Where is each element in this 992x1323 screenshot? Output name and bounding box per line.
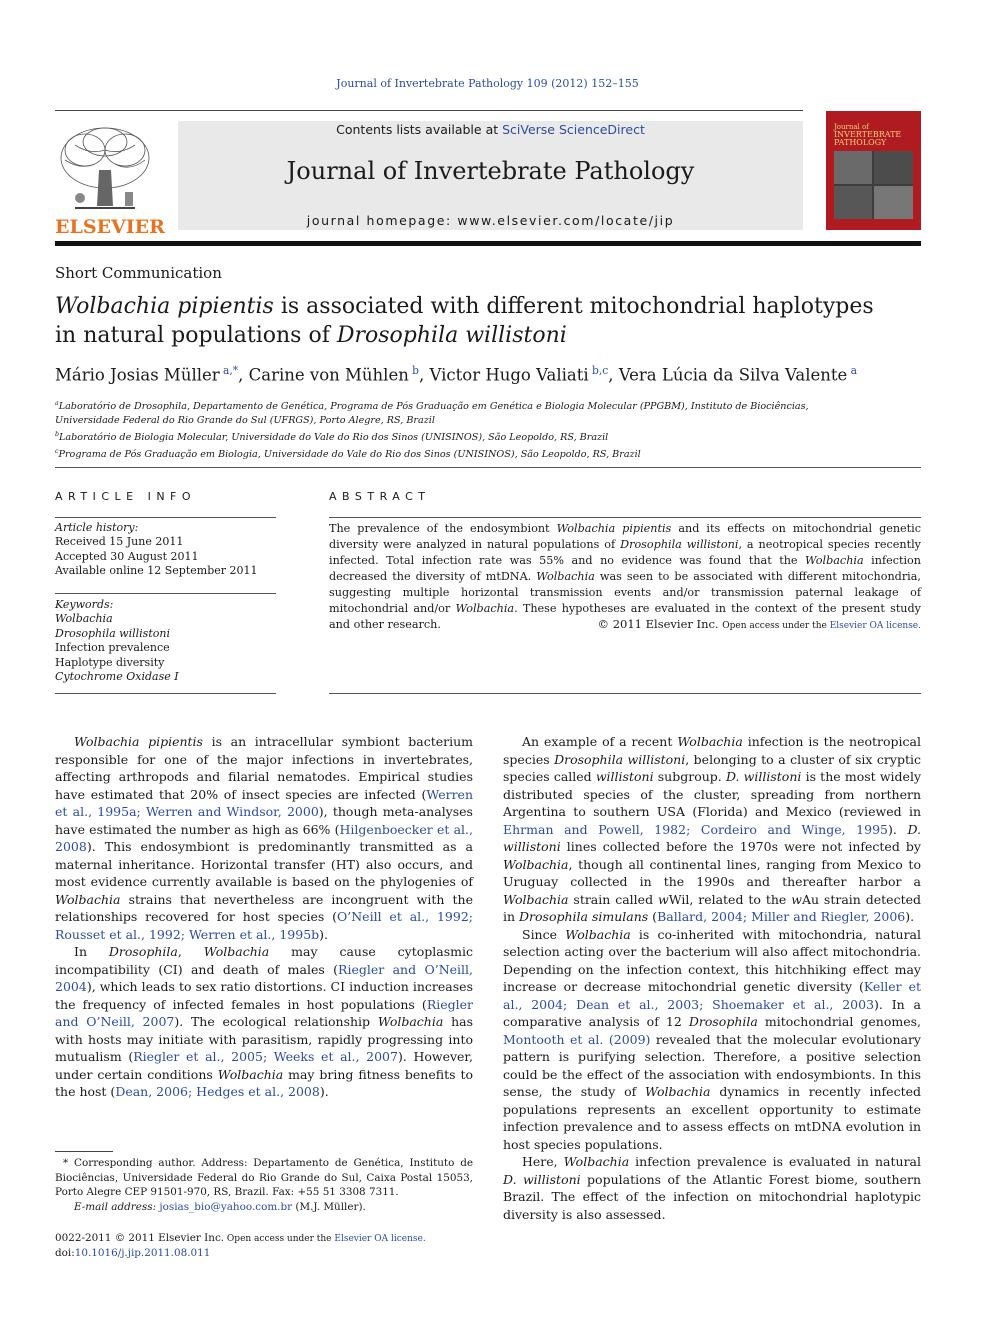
footnote-rule bbox=[55, 1151, 113, 1152]
page-footer: 0022-2011 © 2011 Elsevier Inc. Open access under the Elsevier OA license. doi:10.1016/j.jip.2011.08.011 bbox=[55, 1232, 426, 1259]
citation-link[interactable]: Ballard, 2004; Miller and Riegler, 2006 bbox=[657, 909, 906, 924]
author-affiliation-marker[interactable]: b,c bbox=[591, 364, 609, 377]
keywords bbox=[55, 598, 276, 684]
citation-link[interactable]: Montooth et al. (2009) bbox=[503, 1031, 651, 1047]
keyword: Cytochrome Oxidase I bbox=[55, 670, 179, 684]
top-rule bbox=[55, 110, 803, 111]
article-history bbox=[55, 521, 276, 579]
body-paragraph: Wolbachia pipientis is an intracellular symbiont bacterium responsible for one of the major infections in invertebrates, affecting arthropods and filarial nematodes. Empirical studies have estimated that 20% of insect species are infected (Werren et al., 1995a; Werren and Windsor, 2000), though meta-analyses have estimated the number as high as 66% (Hilgenboecker et al., 2008). This endosymbiont is predominantly transmitted as a maternal inheritance. Horizontal transfer (HT) also occurs, and most evidence currently available is based on the phylogenies of Wolbachia strains that nevertheless are incongruent with the relationships recovered for host species (O’Neill et al., 1992; Rousset et al., 1992; Werren et al., 1995b). bbox=[55, 734, 474, 942]
license-link[interactable]: Elsevier OA license. bbox=[829, 621, 921, 631]
abstract-heading: ABSTRACT bbox=[329, 490, 431, 503]
author-name: Victor Hugo Valiati bbox=[429, 365, 589, 385]
email-link[interactable]: josias_bio@yahoo.com.br bbox=[159, 1200, 293, 1213]
keyword: Haplotype diversity bbox=[55, 655, 165, 669]
tree-icon bbox=[55, 120, 155, 216]
author-name: Carine von Mühlen bbox=[248, 365, 409, 385]
citation-link[interactable]: O’Neill et al., 1992; Rousset et al., 1992; Werren et al., 1995b bbox=[55, 909, 474, 942]
history-item: Available online 12 September 2011 bbox=[55, 564, 258, 578]
affiliation: $^c$Programa de Pós Graduação em Biologia, Universidade do Vale do Rio dos Sinos (UNISINOS), São Leopoldo, RS, Brazil bbox=[55, 448, 641, 461]
divider bbox=[55, 467, 921, 468]
affiliation: $^a$Laboratório de Drosophila, Departamento de Genética, Programa de Pós Graduação em Genética e Biologia Molecular (PPGBM), Instituto de Biociências, bbox=[55, 400, 809, 413]
contents-line: Contents lists available at SciVerse ScienceDirect bbox=[336, 122, 645, 137]
citation-link[interactable]: Hilgenboecker et al., 2008 bbox=[55, 821, 473, 854]
citation-link[interactable]: Ehrman and Powell, 1982; Cordeiro and Winge, 1995 bbox=[503, 821, 888, 837]
body-column-right bbox=[503, 733, 921, 1223]
elsevier-logo[interactable] bbox=[55, 120, 165, 238]
divider bbox=[55, 693, 276, 694]
history-item: Received 15 June 2011 bbox=[55, 535, 184, 549]
affiliation: Universidade Federal do Rio Grande do Sul (UFRGS), Porto Alegre, RS, Brazil bbox=[55, 415, 435, 427]
author-affiliation-marker[interactable]: a bbox=[850, 364, 857, 377]
section-type: Short Communication bbox=[55, 264, 222, 282]
doi-link[interactable]: 10.1016/j.jip.2011.08.011 bbox=[74, 1247, 211, 1259]
keywords-label: Keywords: bbox=[55, 598, 114, 611]
journal-cover-image[interactable] bbox=[826, 111, 921, 230]
body-paragraph: Since Wolbachia is co-inherited with mitochondria, natural selection acting over the bacterium will also affect mitochondria. Depending on the infection context, this hitchhiking effect may increase or decrease mitochondrial genetic diversity (Keller et al., 2004; Dean et al., 2003; Shoemaker et al., 2003). In a comparative analysis of 12 Drosophila mitochondrial genomes, Montooth et al. (2009) revealed that the molecular evolutionary pattern is purifying selection. Therefore, a positive selection could be the effect of the association with endosymbionts. In this sense, the study of Wolbachia dynamics in recently infected populations represents an excellent opportunity to estimate infection prevalence and to assess effects on mtDNA evolution in host species populations. bbox=[503, 926, 921, 1152]
article-title: Wolbachia pipientis is associated with different mitochondrial haplotypes in natural populations of Drosophila willistoni bbox=[55, 294, 874, 348]
divider bbox=[329, 517, 921, 518]
body-paragraph: In Drosophila, Wolbachia may cause cytoplasmic incompatibility (CI) and death of males (Riegler and O’Neill, 2004), which leads to sex ratio distortions. CI induction increases the frequency of infected females in host populations (Riegler and O’Neill, 2007). The ecological relationship Wolbachia has with hosts may initiate with parasitism, rapidly progressing into mutualism (Riegler et al., 2005; Weeks et al., 2007). However, under certain conditions Wolbachia may bring fitness benefits to the host (Dean, 2006; Hedges et al., 2008). bbox=[55, 944, 473, 1099]
citation-link[interactable]: Riegler et al., 2005; Weeks et al., 2007 bbox=[133, 1049, 398, 1064]
affiliation: $^b$Laboratório de Biologia Molecular, Universidade do Vale do Rio dos Sinos (UNISINOS), São Leopoldo, RS, Brazil bbox=[55, 431, 609, 444]
citation-link[interactable]: Riegler and O’Neill, 2007 bbox=[55, 996, 473, 1029]
corresponding-author-footnote: * Corresponding author. Address: Departamento de Genética, Instituto de Biociências, Universidade Federal do Rio Grande do Sul, Caixa Postal 15053, Porto Alegre CEP 91501-970, RS, Brazil. Fax: +55 51 3308 7311. E-mail address: josias_bio@yahoo.com.br (M.J. Müller). bbox=[55, 1157, 473, 1213]
article-info-heading: ARTICLE INFO bbox=[55, 490, 197, 503]
citation-link[interactable]: Keller et al., 2004; Dean et al., 2003; Shoemaker et al., 2003 bbox=[503, 979, 921, 1012]
abstract-text: The prevalence of the endosymbiont Wolbachia pipientis and its effects on mitochondrial genetic diversity were analyzed in natural populations of Drosophila willistoni, a neotropical species recently infected. Total infection rate was 55% and no evidence was found that the Wolbachia infection decreased the diversity of mtDNA. Wolbachia was seen to be associated with different mitochondria, suggesting multiple horizontal transmission events and/or transmission paternal leakage of mitochondrial and/or Wolbachia. These hypotheses are evaluated in the context of the present study and other research. bbox=[329, 522, 922, 631]
journal-title: Journal of Invertebrate Pathology bbox=[286, 157, 695, 185]
citation-link[interactable]: Riegler and O’Neill, 2004 bbox=[55, 961, 473, 994]
author-name: Vera Lúcia da Silva Valente bbox=[618, 365, 848, 385]
citation-link[interactable]: Werren et al., 1995a; Werren and Windsor, 2000 bbox=[55, 786, 473, 819]
cover-text: PATHOLOGY bbox=[834, 138, 887, 147]
body-paragraph: An example of a recent Wolbachia infection is the neotropical species Drosophila willistoni, belonging to a cluster of six cryptic species called willistoni subgroup. D. willistoni is the most widely distributed species of the cluster, spreading from northern Argentina to southern USA (Florida) and Mexico (reviewed in Ehrman and Powell, 1982; Cordeiro and Winge, 1995). D. willistoni lines collected before the 1970s were not infected by Wolbachia, though all continental lines, ranging from Mexico to Uruguay collected in the 1990s and thereafter harbor a Wolbachia strain called wWil, related to the wAu strain detected in Drosophila simulans (Ballard, 2004; Miller and Riegler, 2006). bbox=[503, 734, 922, 924]
affiliations bbox=[55, 397, 921, 463]
divider bbox=[329, 693, 921, 694]
body-paragraph: Here, Wolbachia infection prevalence is evaluated in natural D. willistoni populations of the Atlantic Forest biome, southern Brazil. The effect of the infection on mitochondrial haplotypic diversity is also assessed. bbox=[503, 1154, 921, 1222]
journal-homepage[interactable]: journal homepage: www.elsevier.com/locate/jip bbox=[306, 213, 675, 228]
author-list: Mário Josias Müller $^{a,*}$, Carine von Mühlen $^b$, Victor Hugo Valiati $^{b,c}$, Vera Lúcia da Silva Valente $^a$ bbox=[55, 364, 857, 385]
cover-micrograph bbox=[834, 151, 913, 219]
keyword: Wolbachia bbox=[55, 612, 113, 626]
divider bbox=[55, 517, 276, 518]
cover-text: INVERTEBRATE bbox=[834, 130, 902, 139]
body-column-left bbox=[55, 733, 473, 1101]
publisher-logo-text: ELSEVIER bbox=[55, 216, 165, 238]
citation-link[interactable]: Dean, 2006; Hedges et al., 2008 bbox=[115, 1084, 320, 1099]
divider bbox=[55, 593, 276, 594]
history-label: Article history: bbox=[55, 521, 139, 534]
abstract-copyright: © 2011 Elsevier Inc. Open access under the Elsevier OA license. bbox=[597, 617, 921, 631]
keyword: Drosophila willistoni bbox=[55, 626, 170, 640]
citation-line[interactable]: Journal of Invertebrate Pathology 109 (2012) 152–155 bbox=[336, 77, 639, 90]
cover-text: Journal of bbox=[834, 123, 869, 131]
history-item: Accepted 30 August 2011 bbox=[55, 549, 199, 563]
footer-license-link[interactable]: Elsevier OA license. bbox=[334, 1234, 426, 1244]
author-affiliation-marker[interactable]: a,* bbox=[222, 364, 239, 377]
author-name: Mário Josias Müller bbox=[55, 365, 220, 385]
header-divider bbox=[55, 241, 921, 246]
author-affiliation-marker[interactable]: b bbox=[412, 364, 420, 377]
sciencedirect-link[interactable]: SciVerse ScienceDirect bbox=[502, 122, 645, 137]
journal-header bbox=[178, 121, 803, 230]
keyword: Infection prevalence bbox=[55, 641, 170, 655]
